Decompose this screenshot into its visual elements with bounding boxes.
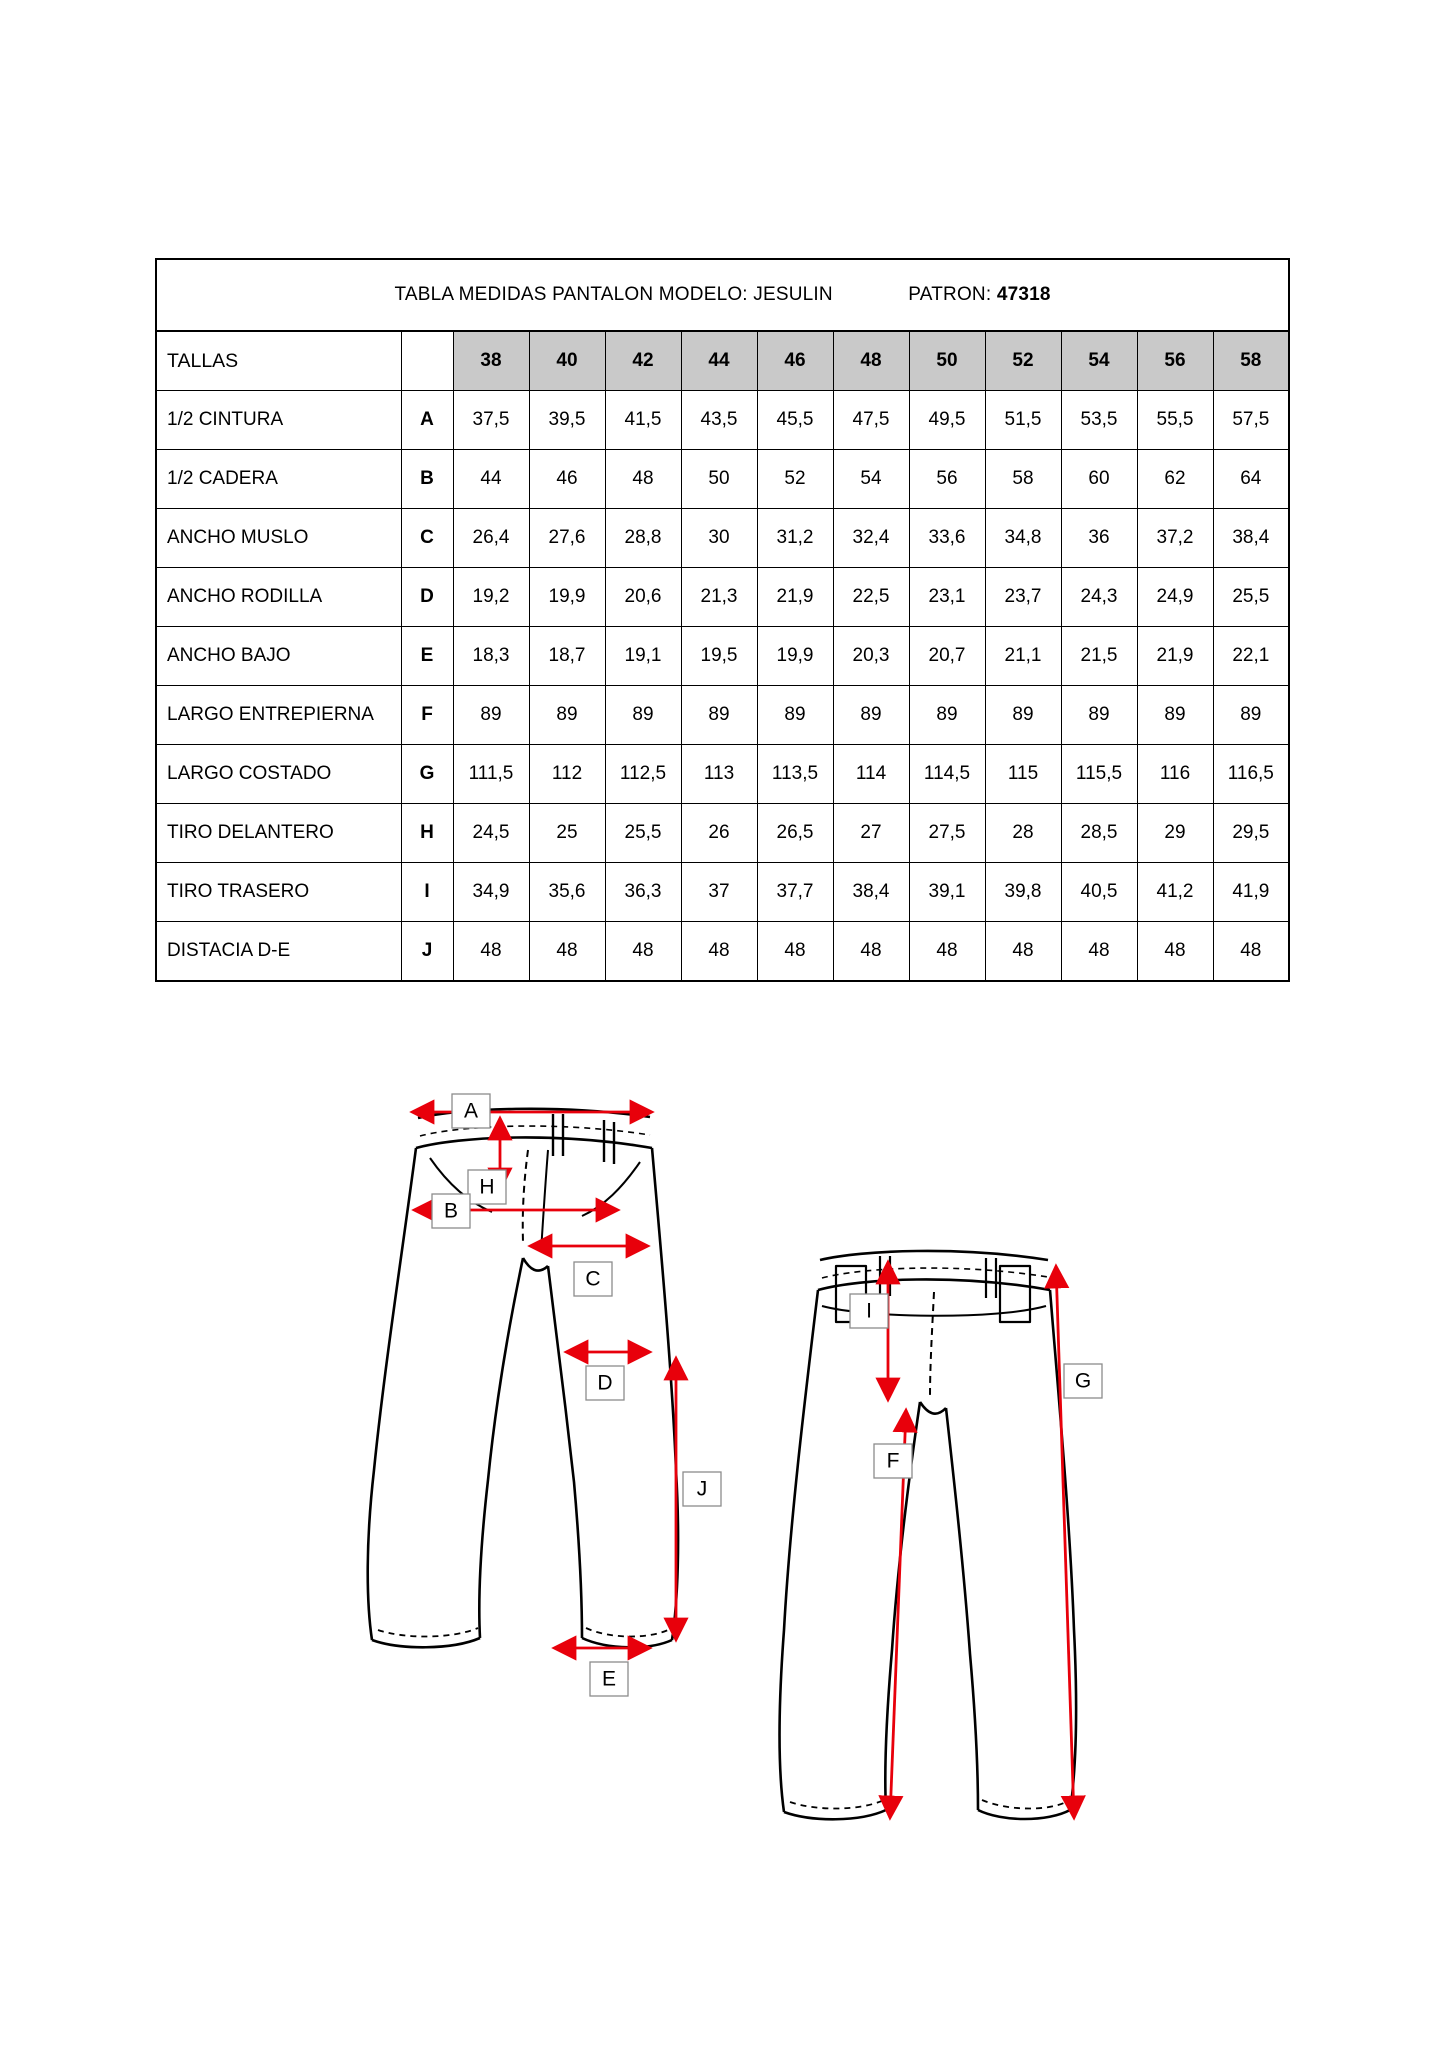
cell: 24,9: [1137, 568, 1213, 627]
cell: 113: [681, 745, 757, 804]
table-row: [156, 509, 1289, 568]
cell: 19,9: [529, 568, 605, 627]
cell: 34,9: [453, 863, 529, 922]
label-f: F: [886, 1449, 900, 1473]
cell: 48: [909, 922, 985, 982]
cell: 64: [1213, 450, 1289, 509]
cell: 19,5: [681, 627, 757, 686]
size-header-48: 48: [833, 331, 909, 391]
front-view-illustration: [368, 1109, 678, 1647]
cell: 26,5: [757, 804, 833, 863]
back-view-illustration: [780, 1251, 1077, 1819]
cell: 35,6: [529, 863, 605, 922]
row-label-largo-costado: LARGO COSTADO: [156, 745, 401, 804]
cell: 48: [757, 922, 833, 982]
measurement-table: [155, 258, 1290, 982]
cell: 29,5: [1213, 804, 1289, 863]
cell: 111,5: [453, 745, 529, 804]
cell: 28,5: [1061, 804, 1137, 863]
cell: 51,5: [985, 391, 1061, 450]
cell: 89: [833, 686, 909, 745]
row-letter-d: D: [401, 568, 453, 627]
cell: 19,1: [605, 627, 681, 686]
cell: 27: [833, 804, 909, 863]
table-row: [156, 745, 1289, 804]
cell: 21,3: [681, 568, 757, 627]
cell: 39,5: [529, 391, 605, 450]
cell: 30: [681, 509, 757, 568]
cell: 24,5: [453, 804, 529, 863]
cell: 18,7: [529, 627, 605, 686]
cell: 47,5: [833, 391, 909, 450]
cell: 27,5: [909, 804, 985, 863]
row-letter-e: E: [401, 627, 453, 686]
cell: 34,8: [985, 509, 1061, 568]
cell: 60: [1061, 450, 1137, 509]
cell: 89: [1137, 686, 1213, 745]
table-row: [156, 627, 1289, 686]
cell: 57,5: [1213, 391, 1289, 450]
cell: 43,5: [681, 391, 757, 450]
cell: 55,5: [1137, 391, 1213, 450]
cell: 32,4: [833, 509, 909, 568]
cell: 48: [1213, 922, 1289, 982]
cell: 54: [833, 450, 909, 509]
cell: 37,5: [453, 391, 529, 450]
cell: 26,4: [453, 509, 529, 568]
cell: 48: [985, 922, 1061, 982]
row-letter-j: J: [401, 922, 453, 982]
cell: 62: [1137, 450, 1213, 509]
cell: 41,9: [1213, 863, 1289, 922]
cell: 21,9: [757, 568, 833, 627]
row-letter-h: H: [401, 804, 453, 863]
cell: 19,9: [757, 627, 833, 686]
cell: 23,1: [909, 568, 985, 627]
label-i: I: [866, 1299, 872, 1323]
label-e: E: [601, 1667, 617, 1691]
size-header-56: 56: [1137, 331, 1213, 391]
cell: 116: [1137, 745, 1213, 804]
size-header-44: 44: [681, 331, 757, 391]
cell: 26: [681, 804, 757, 863]
cell: 44: [453, 450, 529, 509]
cell: 37,2: [1137, 509, 1213, 568]
label-b: B: [443, 1199, 459, 1223]
cell: 48: [833, 922, 909, 982]
row-letter-a: A: [401, 391, 453, 450]
cell: 28: [985, 804, 1061, 863]
row-label-cintura: 1/2 CINTURA: [156, 391, 401, 450]
cell: 23,7: [985, 568, 1061, 627]
patron-label: PATRON:: [908, 284, 992, 305]
label-c: C: [585, 1267, 601, 1291]
cell: 37: [681, 863, 757, 922]
label-h: H: [479, 1175, 495, 1199]
cell: 36: [1061, 509, 1137, 568]
cell: 49,5: [909, 391, 985, 450]
row-letter-c: C: [401, 509, 453, 568]
row-letter-i: I: [401, 863, 453, 922]
cell: 53,5: [1061, 391, 1137, 450]
table-title-row: [156, 259, 1289, 331]
column-header-letter: [401, 331, 453, 391]
size-header-58: 58: [1213, 331, 1289, 391]
label-d: D: [597, 1371, 613, 1395]
size-header-54: 54: [1061, 331, 1137, 391]
cell: 37,7: [757, 863, 833, 922]
row-label-ancho-bajo: ANCHO BAJO: [156, 627, 401, 686]
cell: 89: [1061, 686, 1137, 745]
cell: 38,4: [833, 863, 909, 922]
table-row: [156, 863, 1289, 922]
cell: 20,6: [605, 568, 681, 627]
cell: 112: [529, 745, 605, 804]
cell: 112,5: [605, 745, 681, 804]
cell: 89: [985, 686, 1061, 745]
cell: 48: [1061, 922, 1137, 982]
cell: 113,5: [757, 745, 833, 804]
cell: 48: [681, 922, 757, 982]
cell: 28,8: [605, 509, 681, 568]
cell: 89: [453, 686, 529, 745]
cell: 39,1: [909, 863, 985, 922]
cell: 24,3: [1061, 568, 1137, 627]
row-letter-g: G: [401, 745, 453, 804]
row-label-largo-entrepierna: LARGO ENTREPIERNA: [156, 686, 401, 745]
table-row: [156, 686, 1289, 745]
table-row: [156, 568, 1289, 627]
row-label-distancia-de: DISTACIA D-E: [156, 922, 401, 982]
front-view-labels: [432, 1094, 721, 1696]
table-row: [156, 391, 1289, 450]
row-label-ancho-muslo: ANCHO MUSLO: [156, 509, 401, 568]
cell: 18,3: [453, 627, 529, 686]
size-header-52: 52: [985, 331, 1061, 391]
row-letter-f: F: [401, 686, 453, 745]
cell: 48: [605, 450, 681, 509]
table-row: [156, 804, 1289, 863]
label-j: J: [696, 1477, 708, 1501]
label-g: G: [1074, 1369, 1092, 1393]
back-view-dimension-arrows: [888, 1262, 1074, 1818]
cell: 41,5: [605, 391, 681, 450]
cell: 89: [1213, 686, 1289, 745]
cell: 31,2: [757, 509, 833, 568]
cell: 46: [529, 450, 605, 509]
cell: 114: [833, 745, 909, 804]
cell: 25: [529, 804, 605, 863]
table-title: [156, 259, 1289, 331]
column-header-tallas: TALLAS: [156, 331, 401, 391]
cell: 50: [681, 450, 757, 509]
cell: 21,1: [985, 627, 1061, 686]
cell: 33,6: [909, 509, 985, 568]
cell: 25,5: [605, 804, 681, 863]
cell: 38,4: [1213, 509, 1289, 568]
cell: 48: [453, 922, 529, 982]
cell: 89: [529, 686, 605, 745]
cell: 21,5: [1061, 627, 1137, 686]
cell: 36,3: [605, 863, 681, 922]
cell: 114,5: [909, 745, 985, 804]
size-header-40: 40: [529, 331, 605, 391]
row-label-ancho-rodilla: ANCHO RODILLA: [156, 568, 401, 627]
cell: 41,2: [1137, 863, 1213, 922]
label-a: A: [463, 1099, 479, 1123]
cell: 40,5: [1061, 863, 1137, 922]
table-header-row: [156, 331, 1289, 391]
table-row: [156, 450, 1289, 509]
cell: 29: [1137, 804, 1213, 863]
cell: 115: [985, 745, 1061, 804]
cell: 48: [529, 922, 605, 982]
cell: 21,9: [1137, 627, 1213, 686]
cell: 22,1: [1213, 627, 1289, 686]
row-label-tiro-trasero: TIRO TRASERO: [156, 863, 401, 922]
row-label-cadera: 1/2 CADERA: [156, 450, 401, 509]
cell: 56: [909, 450, 985, 509]
cell: 25,5: [1213, 568, 1289, 627]
cell: 48: [605, 922, 681, 982]
title-text: TABLA MEDIDAS PANTALON MODELO: JESULIN: [394, 284, 833, 305]
cell: 27,6: [529, 509, 605, 568]
row-label-tiro-delantero: TIRO DELANTERO: [156, 804, 401, 863]
cell: 48: [1137, 922, 1213, 982]
cell: 52: [757, 450, 833, 509]
size-header-42: 42: [605, 331, 681, 391]
cell: 89: [909, 686, 985, 745]
cell: 20,7: [909, 627, 985, 686]
cell: 19,2: [453, 568, 529, 627]
size-header-46: 46: [757, 331, 833, 391]
cell: 20,3: [833, 627, 909, 686]
cell: 89: [757, 686, 833, 745]
cell: 22,5: [833, 568, 909, 627]
trouser-diagram: [0, 1070, 1445, 1970]
measurement-sheet: [155, 258, 1290, 982]
table-row: [156, 922, 1289, 982]
patron-value: 47318: [996, 284, 1051, 305]
cell: 89: [681, 686, 757, 745]
cell: 45,5: [757, 391, 833, 450]
size-header-38: 38: [453, 331, 529, 391]
cell: 115,5: [1061, 745, 1137, 804]
size-header-50: 50: [909, 331, 985, 391]
cell: 39,8: [985, 863, 1061, 922]
cell: 116,5: [1213, 745, 1289, 804]
cell: 58: [985, 450, 1061, 509]
row-letter-b: B: [401, 450, 453, 509]
cell: 89: [605, 686, 681, 745]
